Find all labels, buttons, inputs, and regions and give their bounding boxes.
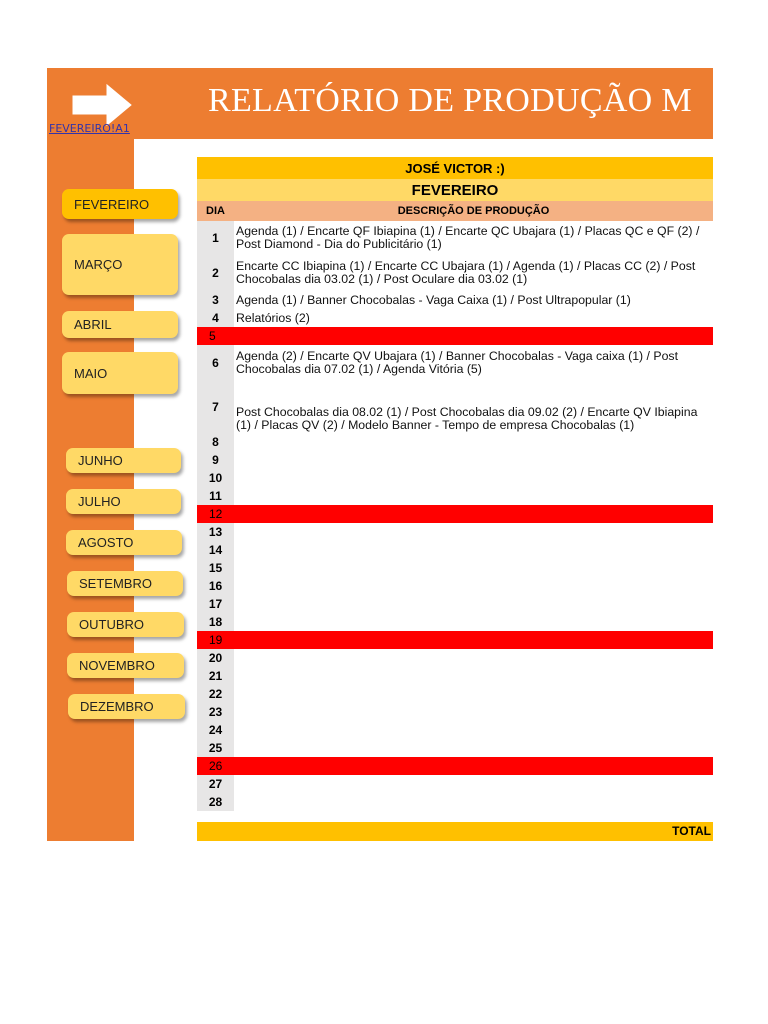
day-cell: 28	[197, 793, 234, 811]
total-label: TOTAL	[672, 824, 711, 838]
description-cell	[236, 595, 713, 613]
table-row	[197, 739, 713, 757]
table-row	[197, 451, 713, 469]
day-cell: 10	[197, 469, 234, 487]
month-button-dezembro[interactable]	[68, 694, 185, 719]
description-cell	[236, 649, 713, 667]
description-cell	[236, 487, 713, 505]
table-row	[197, 613, 713, 631]
month-button-abril[interactable]	[62, 311, 178, 338]
table-row	[197, 309, 713, 327]
month-button-label: AGOSTO	[78, 535, 134, 550]
description-cell	[236, 721, 713, 739]
day-cell: 9	[197, 451, 234, 469]
table-row	[197, 381, 713, 433]
day-cell: 18	[197, 613, 234, 631]
description-cell: Agenda (1) / Encarte QF Ibiapina (1) / Encarte QC Ubajara (1) / Placas QC e QF (2) / Post Diamond - Dia do Publicitário (1)	[236, 223, 700, 251]
day-cell: 1	[197, 221, 234, 254]
month-button-outubro[interactable]	[67, 612, 184, 637]
description-cell: Agenda (2) / Encarte QV Ubajara (1) / Banner Chocobalas - Vaga caixa (1) / Post Chocobalas dia 07.02 (1) / Agenda Vitória (5)	[236, 349, 678, 376]
table-row	[197, 541, 713, 559]
day-cell: 23	[197, 703, 234, 721]
month-button-setembro[interactable]	[67, 571, 183, 596]
table-row	[197, 775, 713, 793]
report-month: FEVEREIRO	[197, 179, 713, 201]
description-cell: Relatórios (2)	[236, 310, 310, 325]
report-table	[197, 221, 713, 811]
month-button-label: JULHO	[78, 494, 121, 509]
table-row	[197, 595, 713, 613]
month-button-label: MARÇO	[74, 257, 123, 272]
description-cell	[236, 451, 713, 469]
description-cell	[236, 775, 713, 793]
day-cell: 4	[197, 309, 234, 327]
table-row	[197, 577, 713, 595]
day-cell: 7	[197, 381, 234, 433]
table-row	[197, 685, 713, 703]
description-cell	[236, 667, 713, 685]
table-row	[197, 721, 713, 739]
month-button-label: JUNHO	[78, 453, 123, 468]
table-row	[197, 469, 713, 487]
description-cell	[236, 433, 713, 451]
column-headers	[197, 201, 713, 221]
column-header-description: DESCRIÇÃO DE PRODUÇÃO	[397, 205, 550, 217]
description-cell	[236, 703, 713, 721]
month-button-julho[interactable]	[66, 489, 181, 514]
table-row	[197, 254, 713, 291]
table-row	[197, 793, 713, 811]
table-row	[197, 291, 713, 309]
month-button-label: ABRIL	[74, 317, 112, 332]
day-cell: 8	[197, 433, 234, 451]
description-cell: Post Chocobalas dia 08.02 (1) / Post Chocobalas dia 09.02 (2) / Encarte QV Ibiapina (1) / Placas QV (2) / Modelo Banner - Tempo de empresa Chocobalas (1)	[236, 405, 698, 432]
day-cell: 12	[197, 505, 246, 523]
day-cell: 3	[197, 291, 234, 309]
month-button-fevereiro[interactable]	[62, 189, 178, 219]
month-button-novembro[interactable]	[67, 653, 184, 678]
day-cell: 22	[197, 685, 234, 703]
description-cell	[236, 793, 713, 811]
table-row	[197, 559, 713, 577]
table-row	[197, 433, 713, 451]
table-row	[197, 221, 713, 254]
day-cell: 19	[197, 631, 246, 649]
table-row-highlighted	[197, 327, 713, 345]
total-row	[197, 822, 713, 841]
month-button-label: OUTUBRO	[79, 617, 144, 632]
day-cell: 21	[197, 667, 234, 685]
day-cell: 27	[197, 775, 234, 793]
day-cell: 24	[197, 721, 234, 739]
table-row	[197, 667, 713, 685]
month-button-label: MAIO	[74, 365, 108, 381]
cell-link[interactable]: FEVEREIRO!A1	[49, 122, 130, 135]
description-cell	[236, 559, 713, 577]
month-button-agosto[interactable]	[66, 530, 182, 555]
day-cell: 16	[197, 577, 234, 595]
day-cell: 14	[197, 541, 234, 559]
description-cell	[236, 469, 713, 487]
month-button-maio[interactable]	[62, 352, 178, 394]
day-cell: 6	[197, 345, 234, 381]
description-cell	[236, 757, 713, 775]
description-cell	[236, 739, 713, 757]
description-cell: Agenda (1) / Banner Chocobalas - Vaga Caixa (1) / Post Ultrapopular (1)	[236, 292, 631, 307]
day-cell: 11	[197, 487, 234, 505]
column-header-day: DIA	[206, 205, 225, 217]
day-cell: 25	[197, 739, 234, 757]
month-button-marco[interactable]	[62, 234, 178, 295]
description-cell: Encarte CC Ibiapina (1) / Encarte CC Ubajara (1) / Agenda (1) / Placas CC (2) / Post Chocobalas dia 03.02 (1) / Post Oculare dia 03.02 (1)	[236, 258, 696, 286]
month-button-label: SETEMBRO	[79, 576, 152, 591]
description-cell	[236, 631, 713, 649]
table-row	[197, 649, 713, 667]
description-cell	[236, 541, 713, 559]
table-row	[197, 703, 713, 721]
month-button-label: DEZEMBRO	[80, 699, 154, 714]
table-row-highlighted	[197, 631, 713, 649]
description-cell	[236, 505, 713, 523]
month-button-junho[interactable]	[66, 448, 181, 473]
table-row	[197, 345, 713, 381]
day-cell: 13	[197, 523, 234, 541]
arrow-right-icon[interactable]	[71, 83, 133, 127]
report-person: JOSÉ VICTOR :)	[197, 157, 713, 179]
day-cell: 26	[197, 757, 246, 775]
day-cell: 20	[197, 649, 234, 667]
day-cell: 5	[197, 327, 246, 345]
table-row	[197, 487, 713, 505]
table-row	[197, 523, 713, 541]
description-cell	[236, 577, 713, 595]
day-cell: 17	[197, 595, 234, 613]
description-cell	[236, 327, 713, 345]
description-cell	[236, 523, 713, 541]
month-button-label: NOVEMBRO	[79, 658, 155, 673]
description-cell	[236, 685, 713, 703]
day-cell: 15	[197, 559, 234, 577]
description-cell	[236, 613, 713, 631]
table-row-highlighted	[197, 505, 713, 523]
table-row-highlighted	[197, 757, 713, 775]
day-cell: 2	[197, 254, 234, 291]
page-title: RELATÓRIO DE PRODUÇÃO M	[208, 82, 692, 119]
month-button-label: FEVEREIRO	[74, 196, 150, 212]
